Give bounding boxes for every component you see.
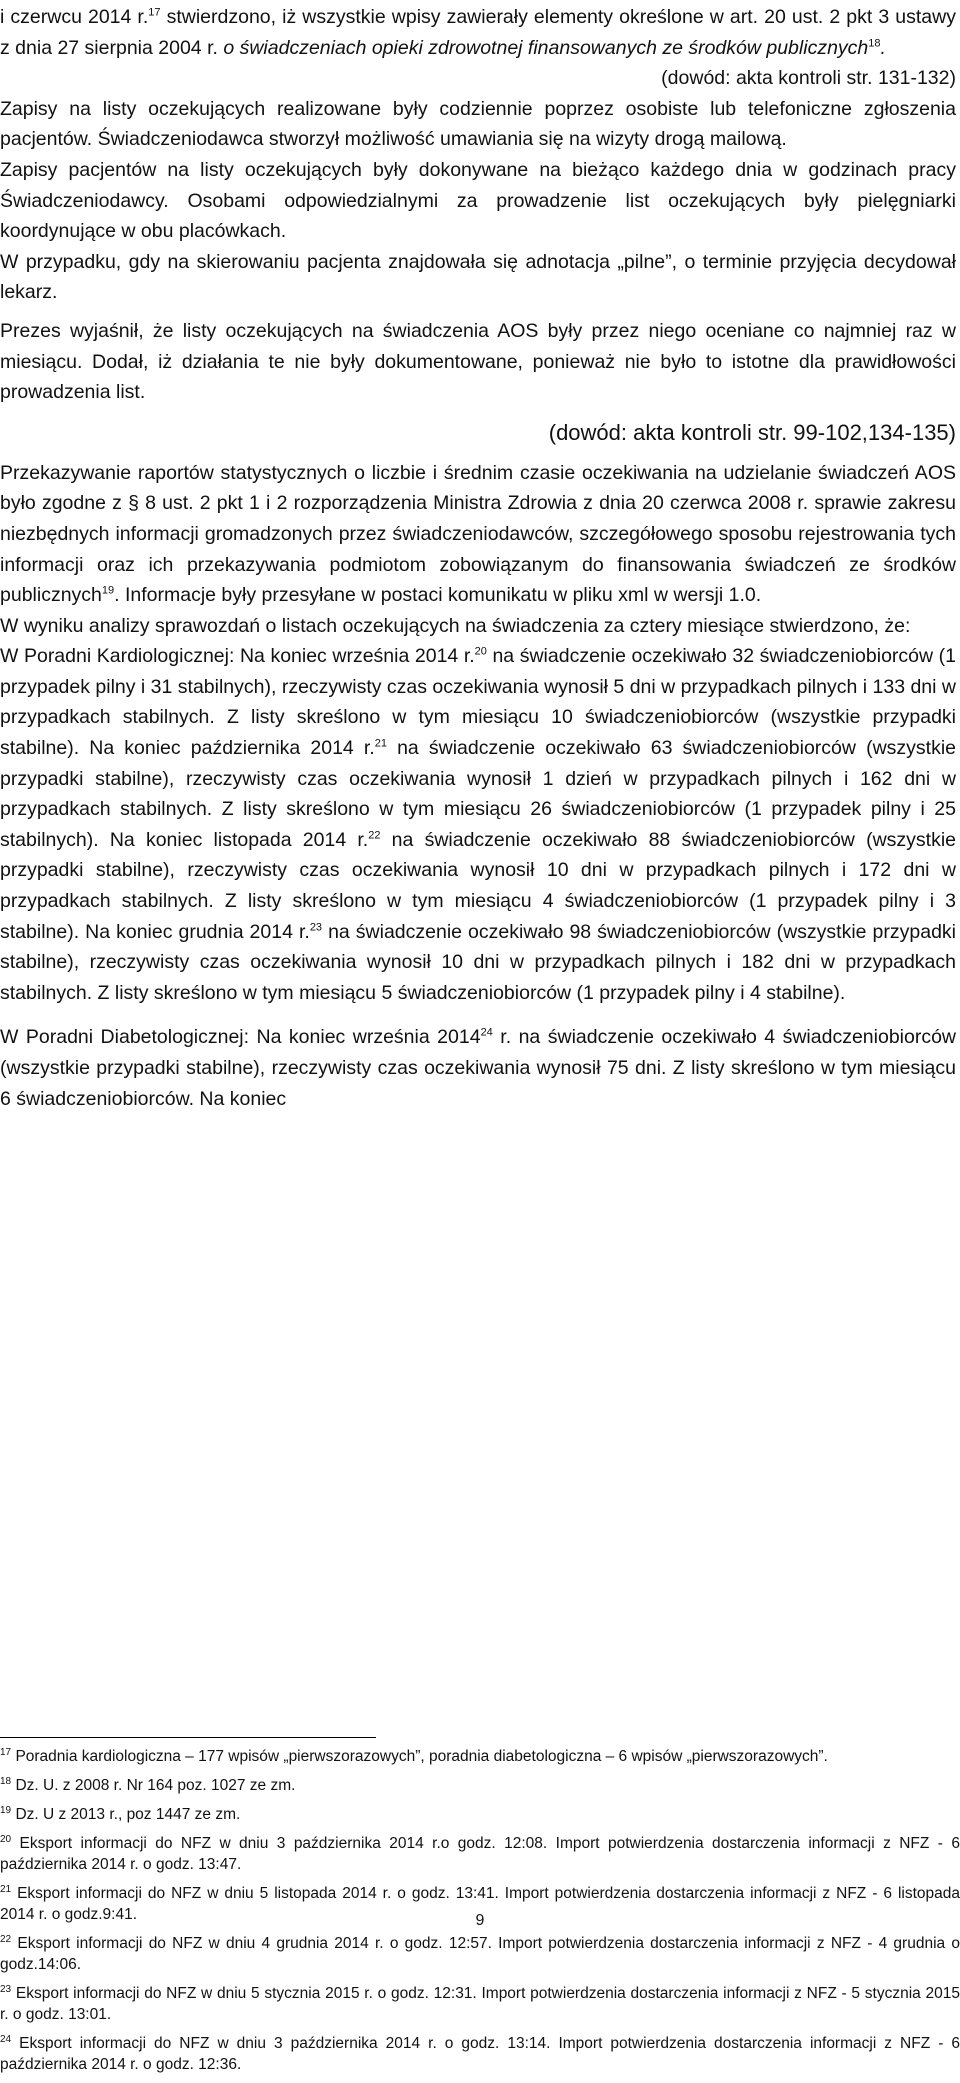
footnote-text: Dz. U. z 2008 r. Nr 164 poz. 1027 ze zm. [15, 1777, 296, 1794]
footnote [0, 1833, 960, 1875]
footnote-number: 19 [0, 1804, 12, 1816]
paragraph-registration-timing: Zapisy pacjentów na listy oczekujących były dokonywane na bieżąco każdego dnia w godzinach pracy Świadczeniodawcy. Osobami odpowiedzialnymi za prowadzenie list oczekujących były pielęgniarki koordynujące w obu placówkach. [0, 158, 956, 243]
evidence-reference: (dowód: akta kontroli str. 131-132) [661, 67, 956, 90]
italic-text: . [880, 36, 886, 59]
paragraph-cardiology-clinic [0, 641, 956, 1008]
footnote-reference: 19 [101, 584, 115, 597]
text-run: i czerwcu 2014 r. [0, 6, 149, 28]
paragraph-registration-methods: Zapisy na listy oczekujących realizowane były codziennie poprzez osobiste lub telefoniczne zgłoszenia pacjentów. Świadczeniodawca stworzył możliwość umawiania się na wizyty drogą mailową. [0, 97, 956, 151]
paragraph-president-explanation: Prezes wyjaśnił, że listy oczekujących na świadczenia AOS były przez niego oceniane co najmniej raz w miesiącu. Dodał, iż działania te nie były dokumentowane, ponieważ nie było to istotne dla prawidłowości prowadzenia list. [0, 319, 956, 404]
footnote-text: Eksport informacji do NFZ w dniu 5 stycznia 2015 r. o godz. 12:31. Import potwierdzenia dostarczenia informacji z NFZ - 5 stycznia 2015 r. o godz. 13:01. [0, 1985, 960, 2023]
footnote-number: 17 [0, 1746, 12, 1758]
footnote-number: 21 [0, 1883, 12, 1895]
text-run: na świadczenie oczekiwało 63 świadczeniobiorców (wszystkie przypadki stabilne), rzeczywisty czas oczekiwania wynosił 1 dzień w przypadkach pilnych i 162 dni w przypadkach stabilnych. Z listy skreślono w tym miesiącu 26 świadczeniobiorców (1 przypadek pilny i 25 stabilnych). Na koniec listopada 2014 r. [0, 737, 956, 851]
footnote-text: Eksport informacji do NFZ w dniu 5 listopada 2014 r. o godz. 13:41. Import potwierdzenia dostarczenia informacji z NFZ - 6 listopada 2014 r. o godz.9:41. [0, 1885, 960, 1923]
footnote-reference: 17 [148, 6, 161, 19]
text-run: na świadczenie oczekiwało 32 świadczeniobiorców (1 przypadek pilny i 31 stabilnych), rzeczywisty czas oczekiwania wynosił 5 dni w przypadkach pilnych i 133 dni w przypadkach stabilnych. Z listy skreślono w tym miesiącu 10 świadczeniobiorców (wszystkie przypadki stabilne). Na koniec października 2014 r. [0, 645, 956, 760]
footnote [0, 2033, 960, 2075]
footnote-reference: 23 [309, 921, 323, 934]
text-run: na świadczenie oczekiwało 98 świadczeniobiorców (wszystkie przypadki stabilne), rzeczywisty czas oczekiwania wynosił 10 dni w przypadkach pilnych i 182 dni w przypadkach stabilnych. Z listy skreślono w tym miesiącu 5 świadczeniobiorców (1 przypadek pilny i 4 stabilne). [0, 920, 956, 1004]
text-run: stwierdzono, iż wszystkie wpisy zawierały elementy określone w art. 20 ust. 2 pkt 3 ustawy z dnia 27 sierpnia 2004 r. [0, 6, 956, 59]
footnote-reference: 21 [374, 737, 387, 750]
footnote [0, 1933, 960, 1975]
paragraph-urgent-referrals: W przypadku, gdy na skierowaniu pacjenta znajdowała się adnotacja „pilne”, o terminie przyjęcia decydował lekarz. [0, 250, 956, 304]
footnote-text: Dz. U z 2013 r., poz 1447 ze zm. [15, 1806, 241, 1823]
evidence-reference: (dowód: akta kontroli str. 99-102,134-135) [548, 419, 956, 445]
footnote-text: Poradnia kardiologiczna – 177 wpisów „pierwszorazowych”, poradnia diabetologiczna – 6 wpisów „pierwszorazowych”. [15, 1748, 828, 1765]
footnote-number: 20 [0, 1833, 12, 1845]
paragraph-diabetology-clinic [0, 1022, 956, 1114]
footnote-number: 23 [0, 1983, 12, 1995]
text-run: na świadczenie oczekiwało 88 świadczeniobiorców (wszystkie przypadki stabilne), rzeczywisty czas oczekiwania wynosił 10 dni w przypadkach pilnych i 172 dni w przypadkach stabilnych. Z listy skreślono w tym miesiącu 4 świadczeniobiorców (1 przypadek pilny i 3 stabilne). Na koniec grudnia 2014 r. [0, 828, 957, 943]
footnote [0, 1983, 960, 2025]
italic-text: o świadczeniach opieki zdrowotnej finansowanych ze środków publicznych [223, 36, 869, 59]
footnote-reference: 18 [868, 37, 881, 50]
paragraph-entries-compliance [0, 2, 956, 63]
paragraph-analysis-intro: W wyniku analizy sprawozdań o listach oczekujących na świadczenia za cztery miesiące stwierdzono, że: [0, 614, 911, 637]
text-run: W Poradni Kardiologicznej: Na koniec września 2014 r. [0, 645, 475, 668]
paragraph-statistical-reports [0, 458, 956, 611]
text-run: r. na świadczenie oczekiwało 4 świadczeniobiorców (wszystkie przypadki stabilne), rzeczywisty czas oczekiwania wynosił 75 dni. Z listy skreślono w tym miesiącu 6 świadczeniobiorców. Na koniec [0, 1026, 957, 1110]
footnote [0, 1775, 960, 1796]
footnote-number: 18 [0, 1775, 12, 1787]
main-text [0, 2, 956, 1114]
footnote-number: 22 [0, 1933, 12, 1945]
text-run: W Poradni Diabetologicznej: Na koniec września 2014 [0, 1026, 481, 1049]
footnote-reference: 24 [480, 1026, 493, 1039]
footnote-reference: 20 [474, 645, 487, 658]
text-run: Przekazywanie raportów statystycznych o liczbie i średnim czasie oczekiwania na udzielanie świadczeń AOS było zgodne z § 8 ust. 2 pkt 1 i 2 rozporządzenia Ministra Zdrowia z dnia 20 czerwca 2008 r. sprawie zakresu niezbędnych informacji gromadzonych przez świadczeniodawców, szczegółowego sposobu rejestrowania tych informacji oraz ich przekazywania podmiotom zobowiązanym do finansowania świadczeń ze środków publicznych [0, 461, 956, 607]
footnote-text: Eksport informacji do NFZ w dniu 3 października 2014 r.o godz. 12:08. Import potwierdzenia dostarczenia informacji z NFZ - 6 października 2014 r. o godz. 13:47. [0, 1835, 960, 1873]
footnote-text: Eksport informacji do NFZ w dniu 4 grudnia 2014 r. o godz. 12:57. Import potwierdzenia dostarczenia informacji z NFZ - 4 grudnia o godz.14:06. [0, 1935, 960, 1973]
page-number: 9 [475, 1912, 485, 1929]
text-run: . Informacje były przesyłane w postaci komunikatu w pliku xml w wersji 1.0. [114, 584, 762, 607]
footnote-text: Eksport informacji do NFZ w dniu 3 października 2014 r. o godz. 13:14. Import potwierdzenia dostarczenia informacji z NFZ - 6 października 2014 r. o godz. 12:36. [0, 2035, 960, 2073]
footnote-number: 24 [0, 2033, 12, 2045]
footnote [0, 1804, 960, 1825]
footnote-separator [0, 1737, 376, 1738]
footnote [0, 1746, 960, 1767]
footnote-reference: 22 [368, 829, 381, 842]
